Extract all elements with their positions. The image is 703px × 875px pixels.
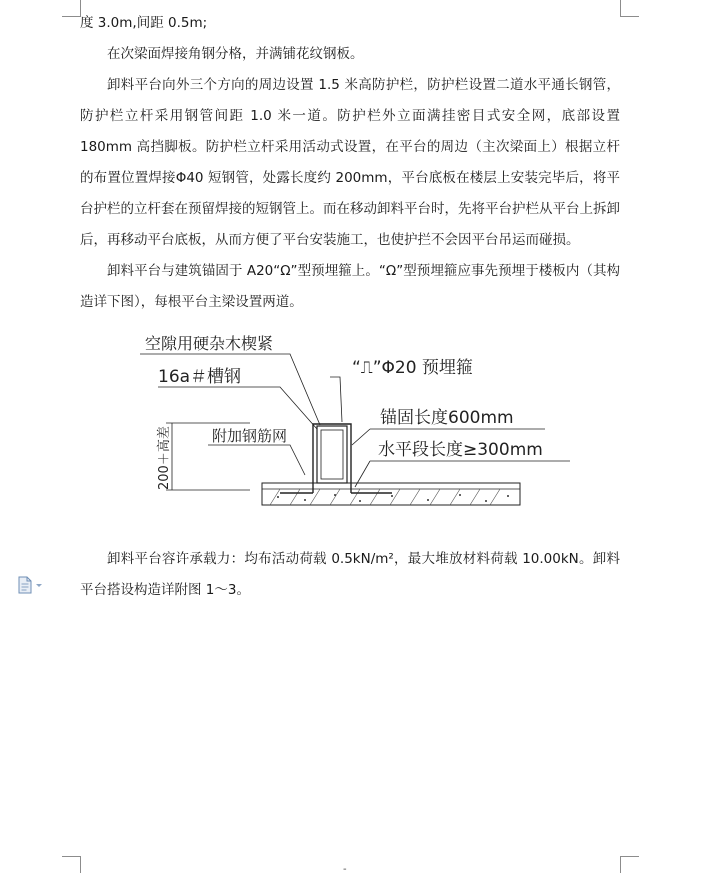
paragraph-5: 卸料平台容许承载力：均布活动荷载 0.5kN/m²，最大堆放材料荷载 10.00kN。卸料平台搭设构造详附图 1～3。: [80, 551, 620, 598]
horizontal-length-label: 水平段长度≥300mm: [378, 440, 543, 460]
page-number-mark: -: [343, 864, 347, 875]
crop-mark-top-left: [62, 0, 81, 17]
document-icon[interactable]: [14, 575, 44, 595]
crop-mark-top-right: [620, 0, 639, 17]
floor-slab: [262, 483, 520, 505]
paragraph-2: 在次梁面焊接角钢分格，并满铺花纹钢板。: [107, 46, 364, 62]
mesh-label: 附加钢筋网: [212, 427, 288, 445]
paragraph-4: 卸料平台与建筑锚固于 A20“Ω”型预埋箍上。“Ω”型预埋箍应事先预埋于楼板内（其构造详下图），每根平台主梁设置两道。: [80, 263, 620, 310]
crop-mark-bottom-left: [62, 856, 81, 873]
crop-mark-bottom-right: [620, 856, 639, 873]
hoop-label: “⎍”Φ20 预埋箍: [352, 358, 473, 378]
channel-label: 16a＃槽钢: [158, 367, 242, 387]
anchor-detail-figure: [130, 325, 580, 535]
channel-steel: [317, 426, 347, 483]
wedge-label: 空隙用硬杂木楔紧: [145, 334, 274, 353]
paragraph-1: 度 3.0m,间距 0.5m;: [80, 15, 208, 31]
paragraph-3: 卸料平台向外三个方向的周边设置 1.5 米高防护栏，防护栏设置二道水平通长钢管，防护栏立杆采用钢管间距 1.0 米一道。防护栏外立面满挂密目式安全网，底部设置 180mm 高挡脚板。防护栏立杆采用活动式设置，在平台的周边（主次梁面上）根据立杆的布置位置焊接Φ40 短钢管，处露长度约 200mm，平台底板在楼层上安装完毕后，将平台护栏的立杆套在预留焊接的短钢管上。而在移动卸料平台时，先将平台护栏从平台上拆卸后，再移动平台底板，从而方便了平台安装施工，也使护拦不会因平台吊运而碰损。: [80, 77, 620, 248]
anchor-length-label: 锚固长度600mm: [380, 408, 514, 428]
height-label: 200＋高差: [157, 426, 172, 490]
dropdown-arrow-icon: [36, 584, 42, 587]
